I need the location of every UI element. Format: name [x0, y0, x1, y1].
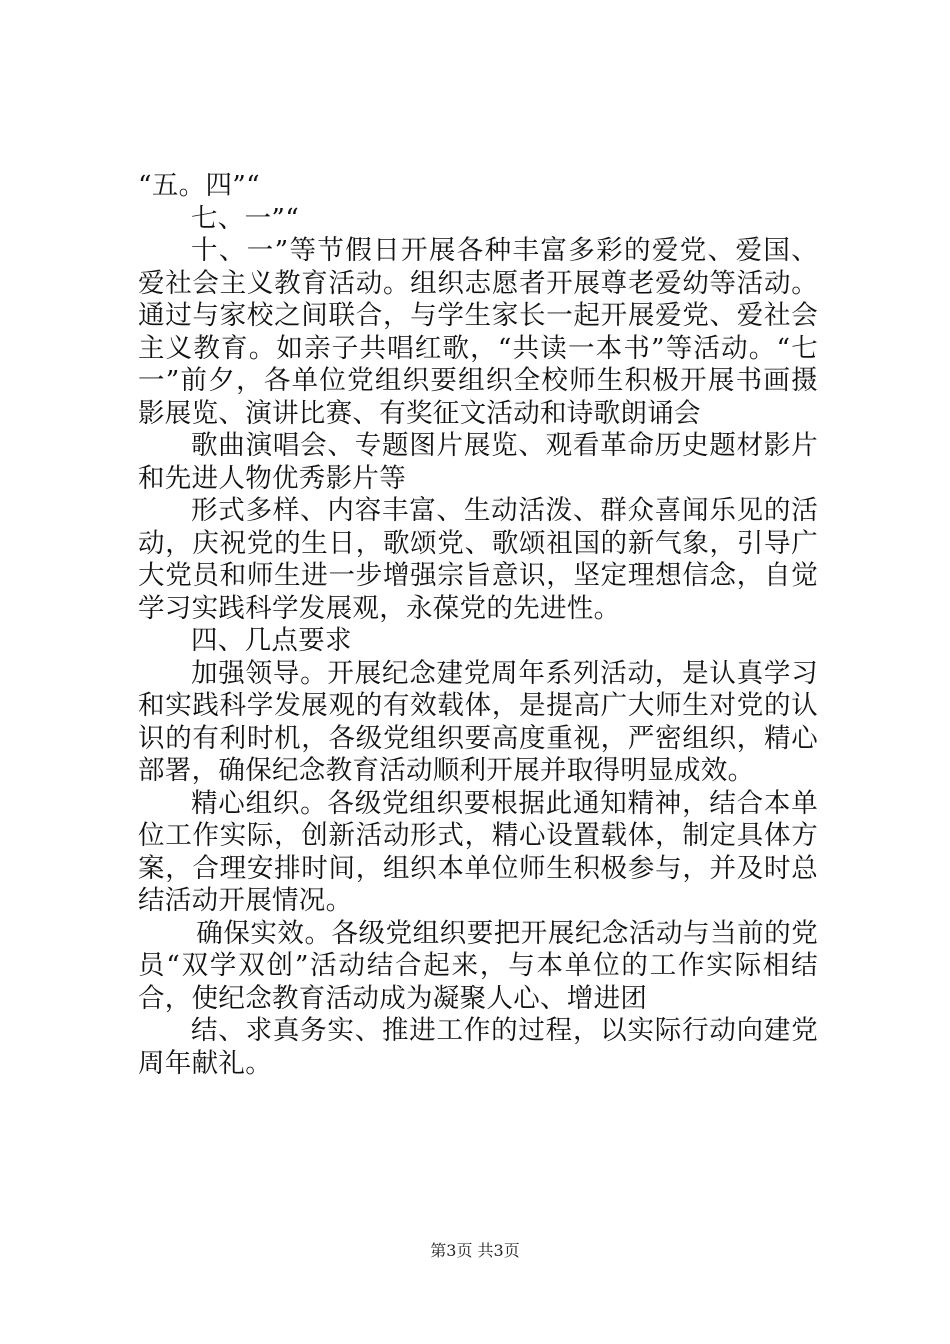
paragraph-careful-organization: 精心组织。各级党组织要根据此通知精神，结合本单位工作实际，创新活动形式，精心设置载体，制定具体方案，合理安排时间，组织本单位师生积极参与，并及时总结活动开展情况。	[138, 787, 818, 916]
page-number-footer: 第3页 共3页	[430, 1241, 520, 1260]
paragraph-3: 十、一”等节假日开展各种丰富多彩的爱党、爱国、爱社会主义教育活动。组织志愿者开展尊老爱幼等活动。通过与家校之间联合，与学生家长一起开展爱党、爱社会主义教育。如亲子共唱红歌，“共读一本书”等活动。“七一”前夕，各单位党组织要组织全校师生积极开展书画摄影展览、演讲比赛、有奖征文活动和诗歌朗诵会	[138, 235, 818, 429]
paragraph-closing: 结、求真务实、推进工作的过程，以实际行动向建党周年献礼。	[138, 1015, 818, 1079]
document-body	[138, 170, 818, 1080]
section-heading-requirements: 四、几点要求	[191, 625, 352, 656]
paragraph-strengthen-leadership: 加强领导。开展纪念建党周年系列活动，是认真学习和实践科学发展观的有效载体，是提高广大师生对党的认识的有利时机，各级党组织要高度重视，严密组织，精心部署，确保纪念教育活动顺利开展并取得明显成效。	[138, 657, 818, 786]
paragraph-4: 歌曲演唱会、专题图片展览、观看革命历史题材影片和先进人物优秀影片等	[138, 430, 818, 494]
paragraph-ensure-results: 确保实效。各级党组织要把开展纪念活动与当前的党员“双学双创”活动结合起来，与本单位的工作实际相结合，使纪念教育活动成为凝聚人心、增进团	[138, 917, 818, 1014]
paragraph-1: “五。四”“	[138, 170, 260, 201]
paragraph-5: 形式多样、内容丰富、生动活泼、群众喜闻乐见的活动，庆祝党的生日，歌颂党、歌颂祖国的新气象，引导广大党员和师生进一步增强宗旨意识，坚定理想信念，自觉学习实践科学发展观，永葆党的先进性。	[138, 495, 818, 624]
paragraph-2: 七、一”“	[191, 202, 300, 234]
